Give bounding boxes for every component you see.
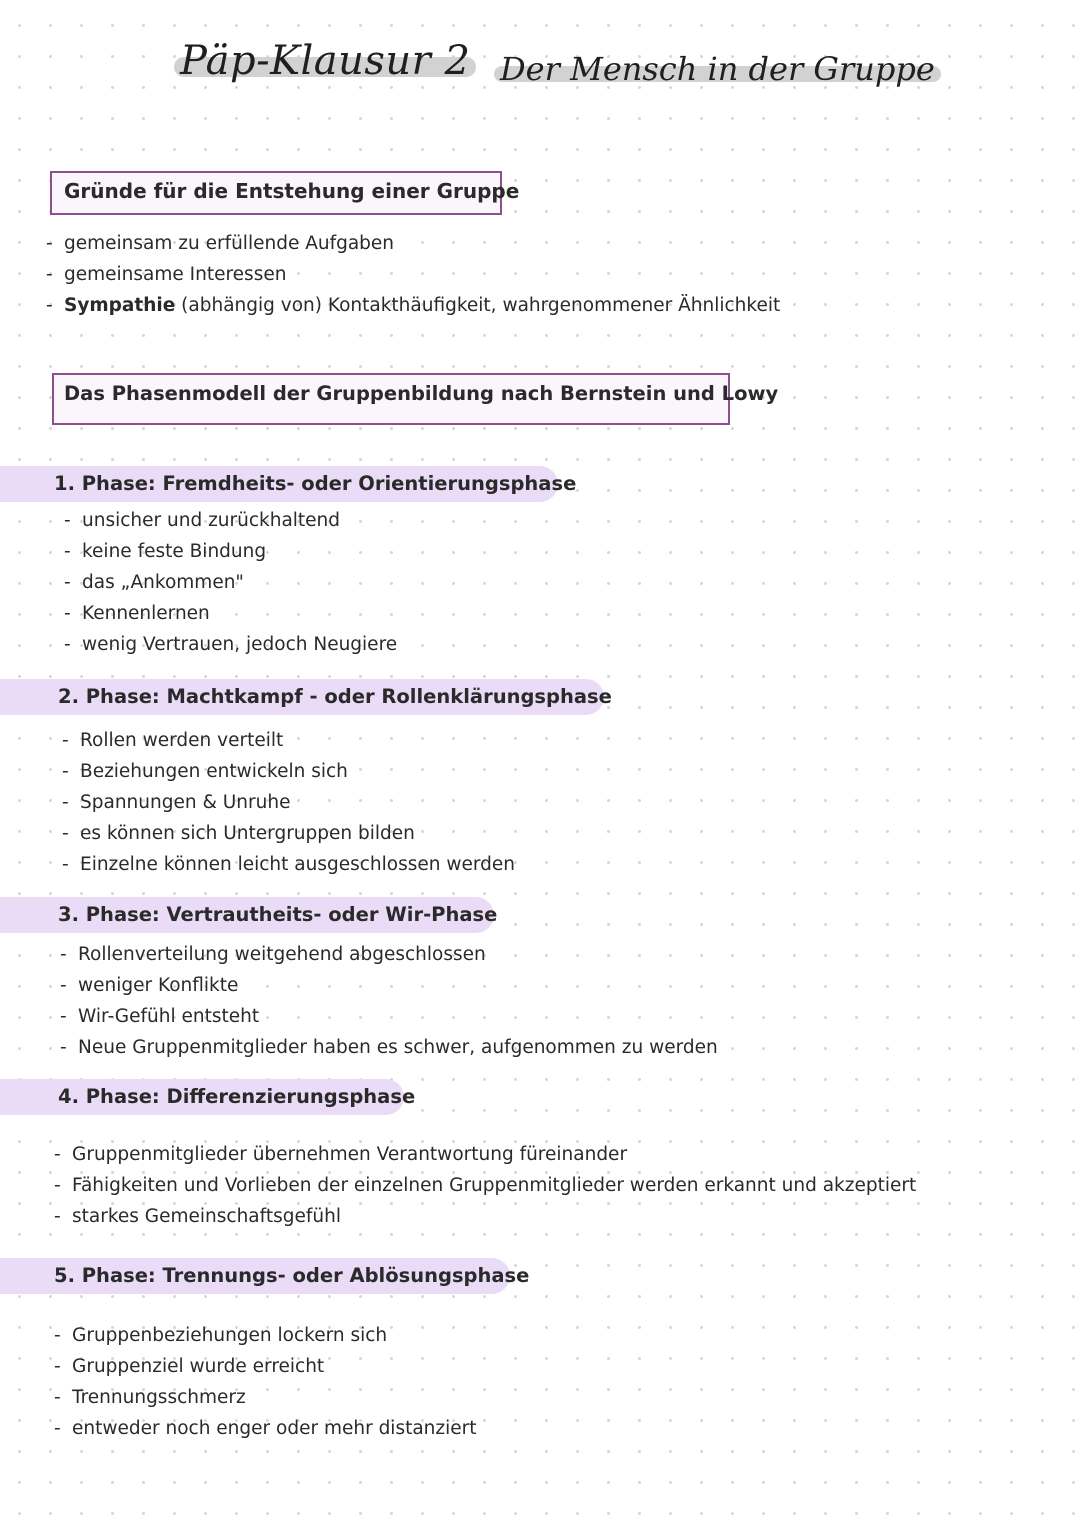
list-item: - unsicher und zurückhaltend	[64, 510, 341, 531]
phase-3-list	[60, 939, 718, 1063]
model-heading: Das Phasenmodell der Gruppenbildung nach Bernstein und Lowy	[52, 373, 730, 425]
page-title	[180, 38, 470, 84]
page-subtitle-text: Der Mensch in der Gruppe	[500, 50, 935, 88]
list-item: - Gruppenbeziehungen lockern sich	[54, 1325, 388, 1346]
list-item: - Gruppenmitglieder übernehmen Verantwortung füreinander	[54, 1144, 628, 1165]
reasons-heading: Gründe für die Entstehung einer Gruppe	[50, 171, 502, 215]
list-item: - weniger Konflikte	[60, 975, 239, 996]
list-item: - Sympathie (abhängig von) Kontakthäufigkeit, wahrgenommener Ähnlichkeit	[46, 295, 781, 316]
list-item: - Kennenlernen	[64, 603, 210, 624]
phase-4-list	[54, 1139, 916, 1232]
list-item: - starkes Gemeinschaftsgefühl	[54, 1206, 341, 1227]
list-item: - Gruppenziel wurde erreicht	[54, 1356, 325, 1377]
phase-1-heading: 1. Phase: Fremdheits- oder Orientierungsphase	[0, 466, 558, 502]
page-subtitle	[500, 50, 935, 88]
list-item: - wenig Vertrauen, jedoch Neugiere	[64, 634, 398, 655]
list-item: - Beziehungen entwickeln sich	[62, 761, 348, 782]
phase-4-heading: 4. Phase: Differenzierungsphase	[0, 1079, 404, 1115]
phase-1-list	[64, 505, 397, 660]
list-item: - gemeinsame Interessen	[46, 264, 287, 285]
list-item: - das „Ankommen"	[64, 572, 244, 593]
phase-2-heading: 2. Phase: Machtkampf - oder Rollenklärungsphase	[0, 679, 604, 715]
list-item: - Einzelne können leicht ausgeschlossen werden	[62, 854, 516, 875]
list-item: - Rollenverteilung weitgehend abgeschlossen	[60, 944, 486, 965]
phase-5-heading: 5. Phase: Trennungs- oder Ablösungsphase	[0, 1258, 510, 1294]
list-item: - Rollen werden verteilt	[62, 730, 284, 751]
phase-5-list	[54, 1320, 477, 1444]
list-item: - Neue Gruppenmitglieder haben es schwer, aufgenommen zu werden	[60, 1037, 718, 1058]
phase-2-list	[62, 725, 515, 880]
list-item: - Fähigkeiten und Vorlieben der einzelnen Gruppenmitglieder werden erkannt und akzeptiert	[54, 1175, 917, 1196]
list-item: - keine feste Bindung	[64, 541, 267, 562]
list-item: - Trennungsschmerz	[54, 1387, 246, 1408]
list-item: - Wir-Gefühl entsteht	[60, 1006, 260, 1027]
list-item: - gemeinsam zu erfüllende Aufgaben	[46, 233, 395, 254]
list-item: - entweder noch enger oder mehr distanziert	[54, 1418, 477, 1439]
reasons-list	[46, 228, 780, 321]
list-item: - Spannungen & Unruhe	[62, 792, 291, 813]
page-title-text: Päp-Klausur 2	[180, 38, 471, 84]
phase-3-heading: 3. Phase: Vertrautheits- oder Wir-Phase	[0, 897, 494, 933]
list-item: - es können sich Untergruppen bilden	[62, 823, 415, 844]
